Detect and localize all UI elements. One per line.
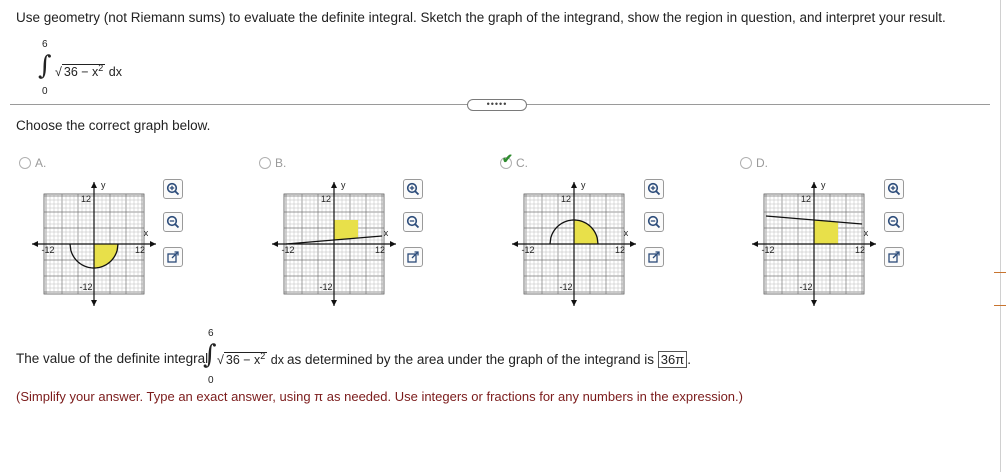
x-arrow-left [32,241,38,247]
option-c[interactable] [500,151,528,170]
x-arrow-left [272,241,278,247]
option-a[interactable] [19,156,46,170]
zoom-in-button-a[interactable] [163,179,183,199]
answer-note: (Simplify your answer. Type an exact answer, using π as needed. Use integers or fractions for any numbers in the expression.) [16,389,743,404]
y-axis-label: y [581,180,586,190]
y-arrow-down [91,300,97,306]
graph-b[interactable] [270,178,398,308]
x-axis-label: x [143,228,149,238]
popout-button-c[interactable] [644,247,664,267]
x-arrow-right [630,241,636,247]
zoom-out-icon [887,215,901,229]
y-arrow-down [811,300,817,306]
y-max-label: 12 [320,194,332,204]
popout-button-b[interactable] [403,247,423,267]
radio-a[interactable] [19,157,31,169]
x-arrow-right [870,241,876,247]
y-arrow-down [331,300,337,306]
zoom-out-button-a[interactable] [163,212,183,232]
y-max-label: 12 [560,194,572,204]
divider-handle[interactable]: ••••• [467,99,527,111]
answer-upper-limit: 6 [208,328,214,339]
zoom-out-icon [166,215,180,229]
option-a-label: A. [35,156,47,170]
answer-exponent: 2 [260,351,266,361]
x-min-label: -12 [521,245,535,255]
option-d[interactable] [740,156,768,170]
y-arrow-up [571,182,577,188]
zoom-in-icon [166,182,180,196]
answer-input[interactable]: 36π [658,351,687,368]
option-b[interactable] [259,156,286,170]
question-text: Use geometry (not Riemann sums) to evaluate the definite integral. Sketch the graph of the integrand, show the region in question, and interpret your result. [16,10,946,25]
scrollbar-edge [1000,0,1001,472]
y-min-label: -12 [799,282,813,292]
answer-radicand: 36 − x [225,353,261,368]
y-axis-label: y [101,180,106,190]
x-arrow-left [752,241,758,247]
y-min-label: -12 [319,282,333,292]
x-arrow-right [390,241,396,247]
zoom-out-icon [647,215,661,229]
answer-integral-sign: ∫ [203,340,217,370]
lower-limit: 0 [42,86,48,97]
answer-differential: dx [270,353,284,368]
check-icon: ✔ [502,151,513,166]
integrand: √ $36 - x^2$ dx [55,63,122,80]
y-min-label: -12 [79,282,93,292]
graph-d[interactable] [750,178,878,308]
popout-button-a[interactable] [163,247,183,267]
popout-button-d[interactable] [884,247,904,267]
x-min-label: -12 [41,245,55,255]
question-integral [26,36,146,100]
zoom-out-button-d[interactable] [884,212,904,232]
radio-d[interactable] [740,157,752,169]
zoom-out-icon [406,215,420,229]
x-axis-label: x [623,228,629,238]
option-b-label: B. [275,156,287,170]
zoom-in-button-d[interactable] [884,179,904,199]
popout-icon [406,250,420,264]
answer-lower-limit: 0 [208,375,214,386]
zoom-in-icon [647,182,661,196]
x-min-label: -12 [761,245,775,255]
zoom-out-button-b[interactable] [403,212,423,232]
popout-icon [887,250,901,264]
x-min-label: -12 [281,245,295,255]
graph-d-svg [750,178,878,308]
zoom-in-button-c[interactable] [644,179,664,199]
y-max-label: 12 [80,194,92,204]
y-max-label: 12 [800,194,812,204]
x-arrow-left [512,241,518,247]
zoom-out-button-c[interactable] [644,212,664,232]
radicand: 36 − x [63,65,99,80]
upper-limit: 6 [42,39,48,50]
answer-prefix: The value of the definite integral [16,351,209,366]
graph-c-svg [510,178,638,308]
x-axis-label: x [383,228,389,238]
edge-marker [994,272,1006,273]
graph-b-svg [270,178,398,308]
x-arrow-right [150,241,156,247]
integral-sign: ∫ [38,51,52,81]
answer-end: . [687,352,691,367]
answer-suffix-text: as determined by the area under the graph of the integrand is [287,352,654,367]
shaded-region [814,220,838,244]
x-axis-label: x [863,228,869,238]
x-max-label: 12 [374,245,386,255]
radio-b[interactable] [259,157,271,169]
exponent: 2 [98,63,104,73]
zoom-in-icon [887,182,901,196]
choose-prompt: Choose the correct graph below. [16,118,211,133]
popout-icon [647,250,661,264]
y-axis-label: y [821,180,826,190]
y-arrow-up [331,182,337,188]
answer-integrand: √ $36 - x^2$ dx [217,351,284,368]
graph-a[interactable] [30,178,158,308]
zoom-in-icon [406,182,420,196]
y-arrow-up [811,182,817,188]
differential: dx [108,65,122,80]
x-max-label: 12 [614,245,626,255]
y-arrow-down [571,300,577,306]
x-max-label: 12 [134,245,146,255]
answer-integral [200,326,290,388]
x-max-label: 12 [854,245,866,255]
zoom-in-button-b[interactable] [403,179,423,199]
popout-icon [166,250,180,264]
option-c-label: C. [516,156,528,170]
graph-a-svg [30,178,158,308]
edge-marker [994,305,1006,306]
y-min-label: -12 [559,282,573,292]
y-arrow-up [91,182,97,188]
option-d-label: D. [756,156,768,170]
y-axis-label: y [341,180,346,190]
radio-c[interactable] [500,151,513,169]
graph-c[interactable] [510,178,638,308]
answer-suffix [287,351,691,368]
